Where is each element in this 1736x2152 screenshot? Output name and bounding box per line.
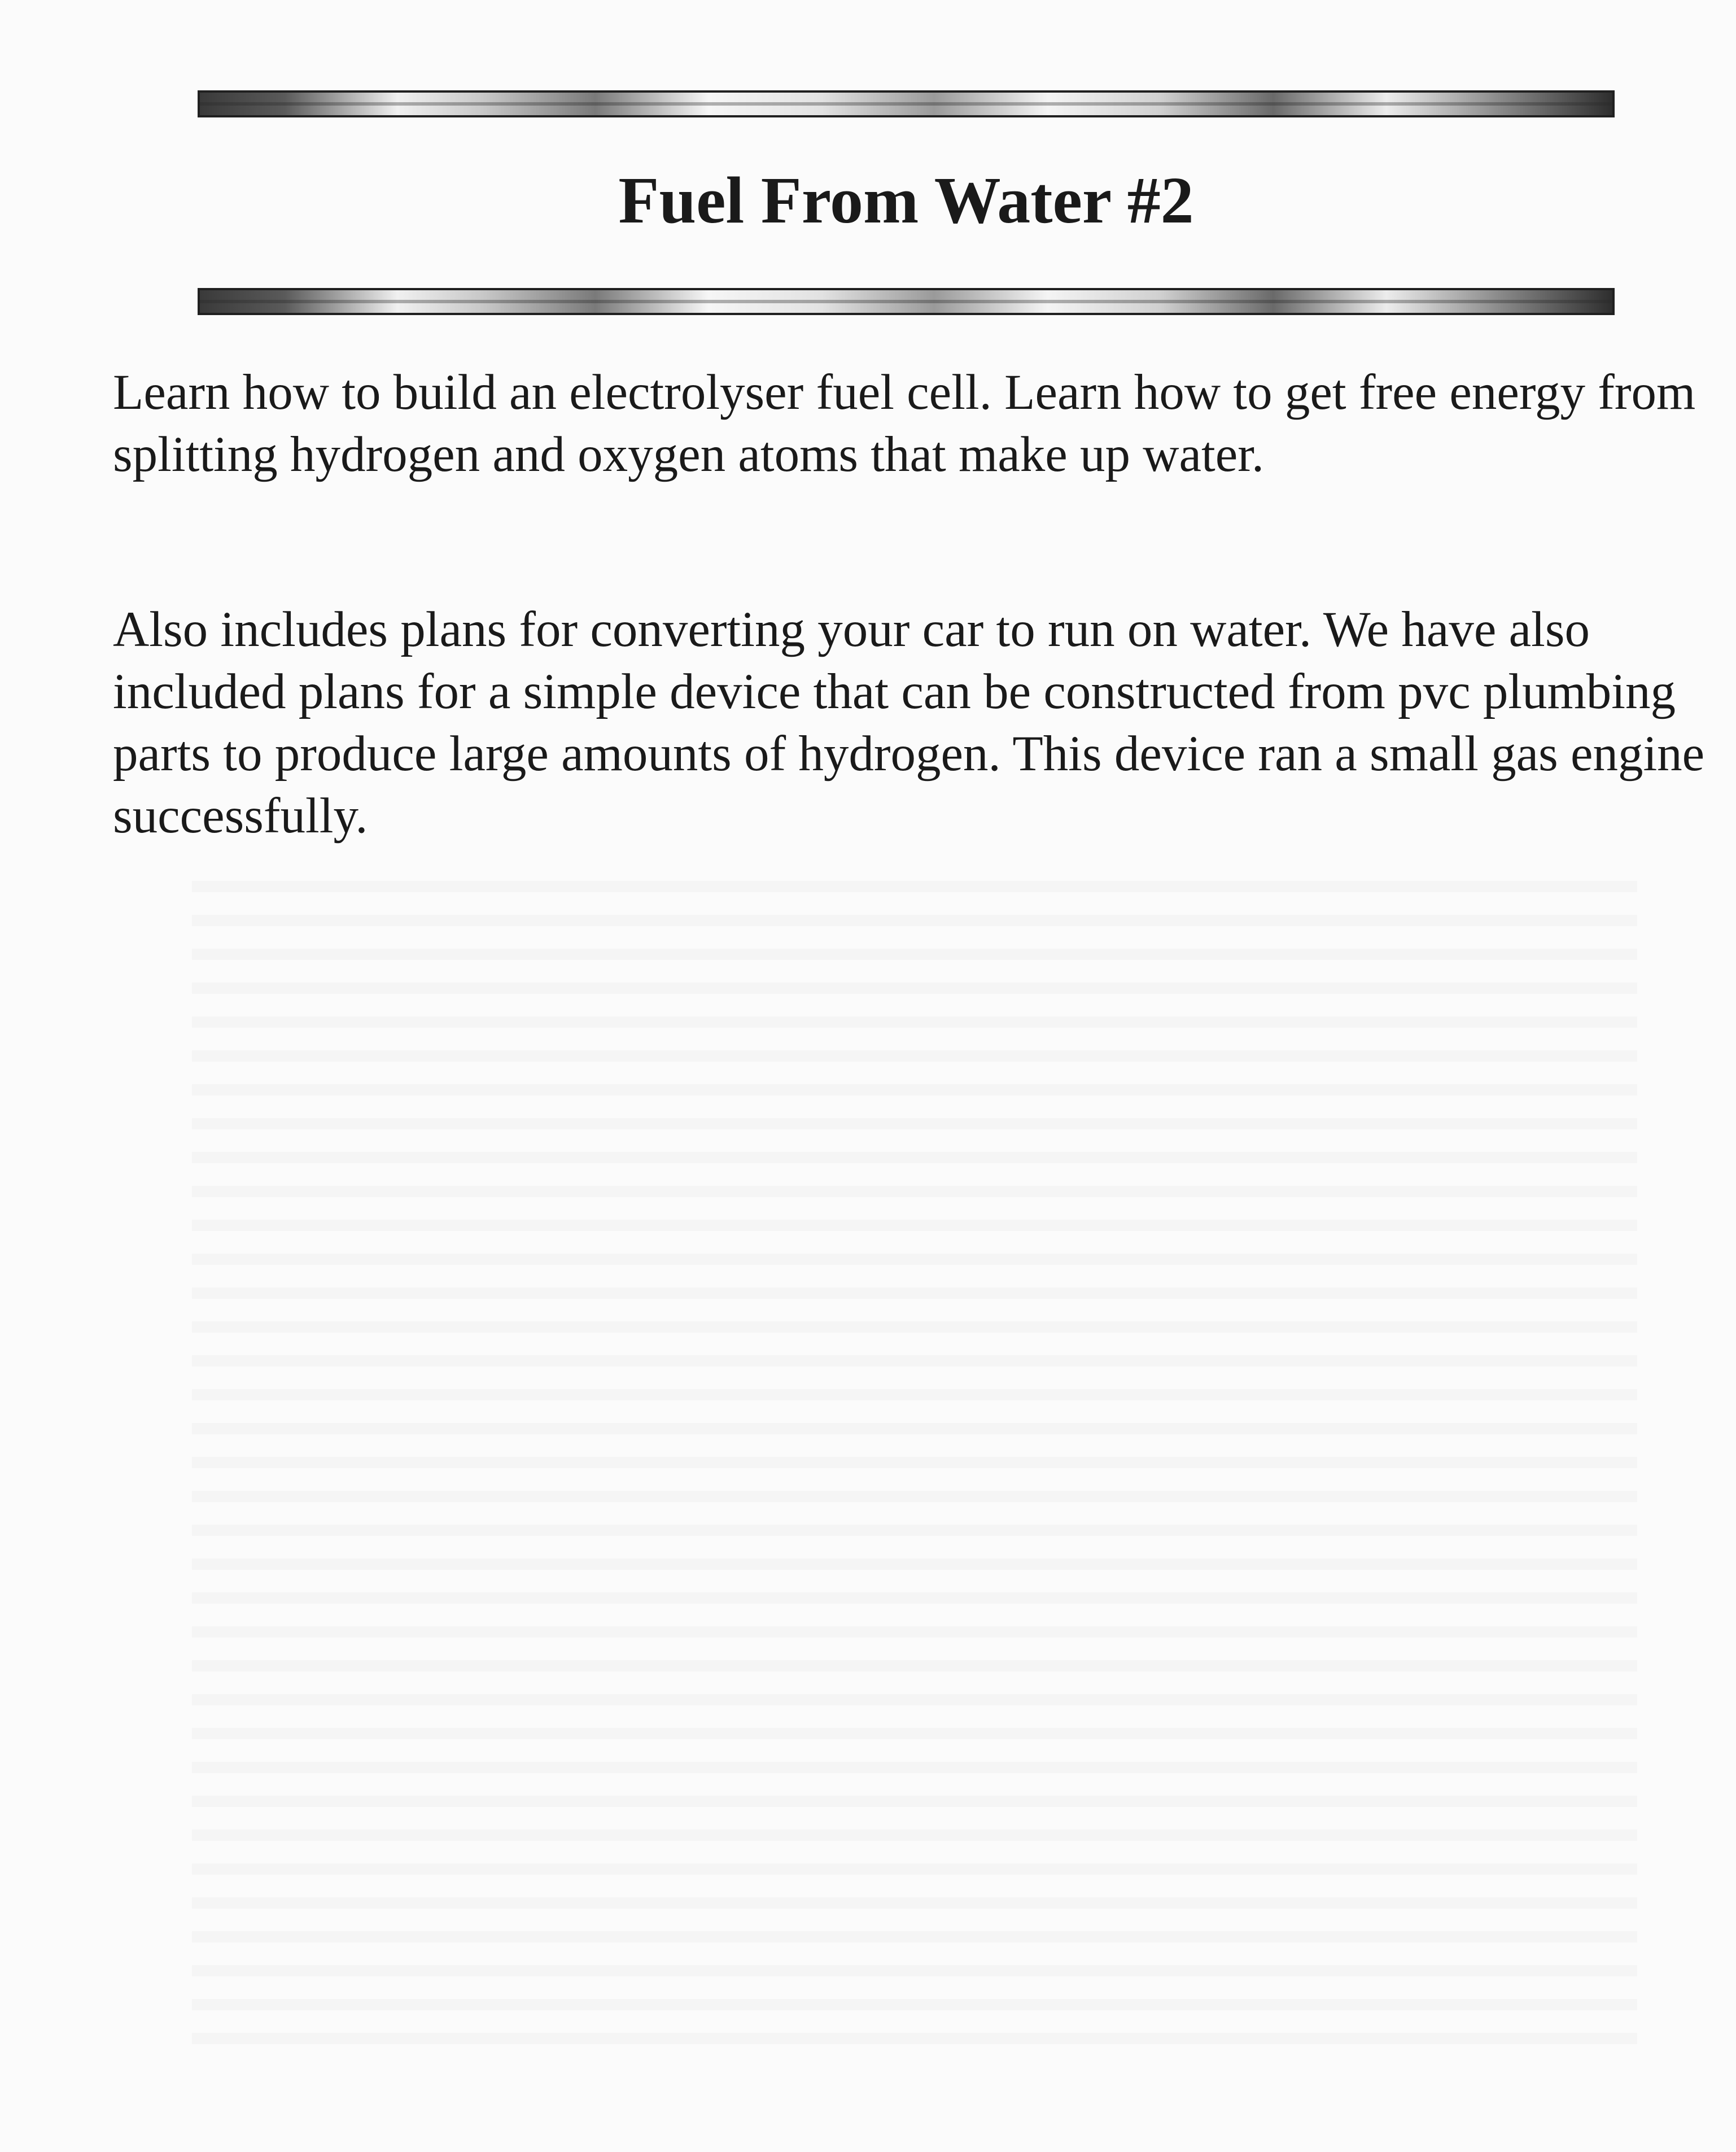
page-title: Fuel From Water #2 — [618, 163, 1194, 237]
reverse-side-bleed-through — [192, 858, 1637, 2044]
plans-paragraph: Also includes plans for converting your car to run on water. We have also included plans for a simple device that can be constructed from pvc plumbing parts to produce large amounts of hydrogen. This device ran a small gas engine successfully. — [113, 602, 1705, 844]
title-top-rule — [198, 90, 1615, 117]
intro-paragraph: Learn how to build an electrolyser fuel cell. Learn how to get free energy from splitting hydrogen and oxygen atoms that make up water. — [113, 365, 1696, 482]
title-bottom-rule — [198, 288, 1615, 315]
